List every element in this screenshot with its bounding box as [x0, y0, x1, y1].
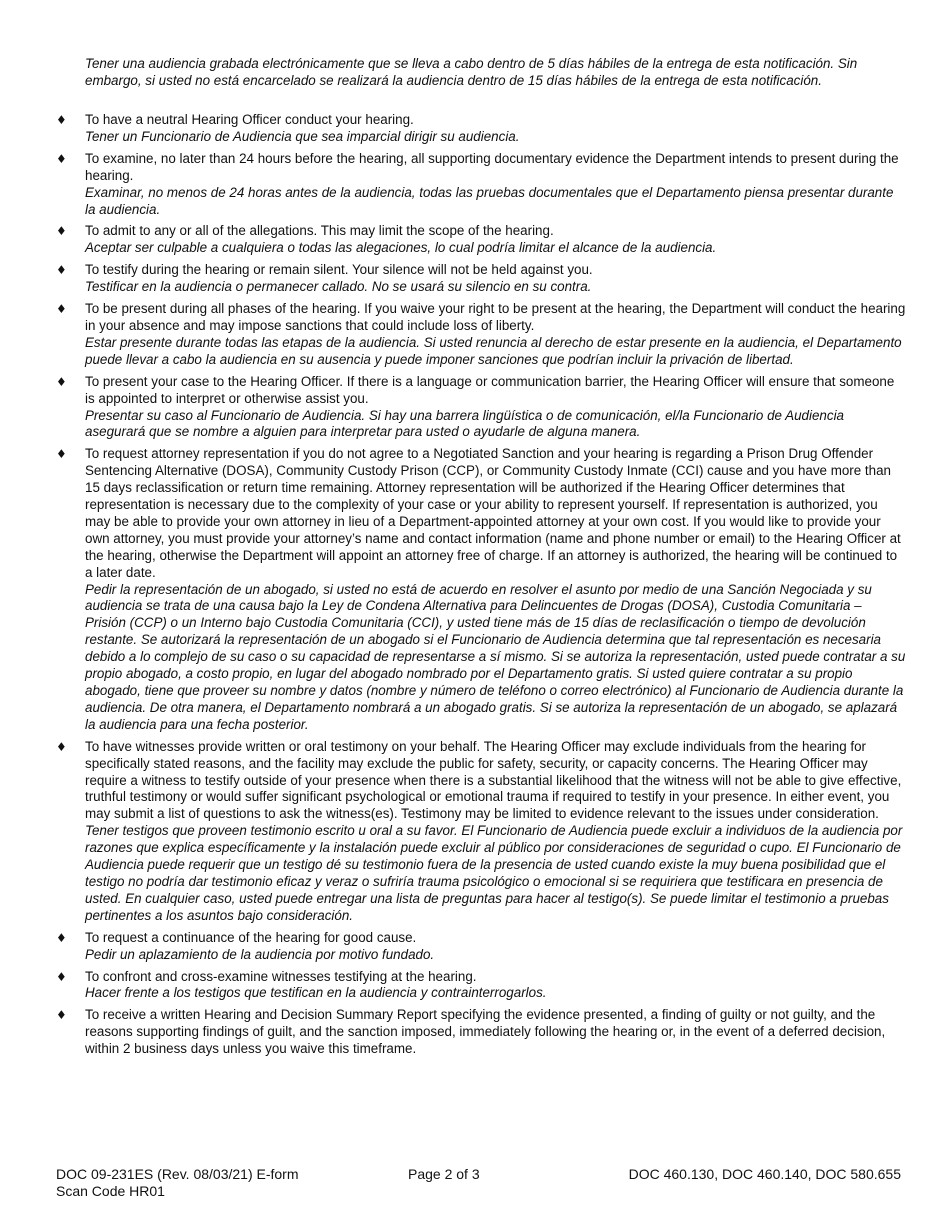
- right-text-spanish: Pedir un aplazamiento de la audiencia por motivo fundado.: [85, 946, 435, 962]
- rights-list: [56, 112, 906, 1063]
- diamond-bullet-icon: ♦: [56, 224, 67, 239]
- right-text-spanish: Testificar en la audiencia o permanecer callado. No se usará su silencio en su contra.: [85, 279, 592, 295]
- footer-form-info: [56, 1166, 299, 1200]
- diamond-bullet-icon: ♦: [56, 113, 67, 127]
- right-text-english: To confront and cross-examine witnesses testifying at the hearing.: [85, 968, 477, 984]
- right-item: [56, 112, 906, 146]
- right-text-english: To testify during the hearing or remain silent. Your silence will not be held against you.: [85, 262, 593, 278]
- page-footer: [56, 1166, 901, 1206]
- right-item: [56, 301, 906, 369]
- form-id: DOC 09-231ES (Rev. 08/03/21) E-form: [56, 1166, 299, 1182]
- right-item: [56, 969, 906, 1003]
- right-text-english: To examine, no later than 24 hours before the hearing, all supporting documentary evidence the Department intends to present during the hearing.: [85, 150, 899, 183]
- right-text-english: To present your case to the Hearing Officer. If there is a language or communication barrier, the Hearing Officer will ensure that someone is appointed to interpret or otherwise assist you.: [85, 373, 895, 406]
- right-item: [56, 374, 906, 442]
- right-text-spanish: Hacer frente a los testigos que testifican en la audiencia y contrainterrogarlos.: [85, 985, 547, 1001]
- right-item: [56, 262, 906, 296]
- right-text-spanish: Examinar, no menos de 24 horas antes de la audiencia, todas las pruebas documentales que el Departamento piensa presentar durante la audiencia.: [85, 184, 894, 217]
- right-item: [56, 151, 906, 219]
- right-item: [56, 739, 906, 925]
- right-text-english: To request attorney representation if you do not agree to a Negotiated Sanction and your hearing is regarding a Prison Drug Offender Sentencing Alternative (DOSA), Community Custody Prison (CCP), or Community Custody Inmate (CCI) cause and you have more than 15 days reclassification or return time remaining. Attorney representation will be authorized if the Hearing Officer determines that representation is necessary due to the complexity of your case or your ability to represent yourself. If representation is authorized, you may be able to provide your own attorney in lieu of a Department-appointed attorney at your own cost. If you would like to provide your own attorney, you must provide your attorney’s name and contact information (name and phone number or email) to the Hearing Officer at the hearing, otherwise the Department will appoint an attorney free of charge. If an attorney is authorized, the hearing will be continued to a later date.: [85, 446, 901, 580]
- right-text-english: To receive a written Hearing and Decision Summary Report specifying the evidence presented, a finding of guilty or not guilty, and the reasons supporting findings of guilt, and the sanction imposed, immediately following the hearing or, in the event of a deferred decision, within 2 business days unless you waive this timeframe.: [85, 1007, 886, 1057]
- right-item: [56, 1007, 906, 1058]
- diamond-bullet-icon: ♦: [56, 1008, 67, 1023]
- scan-code: Scan Code HR01: [56, 1183, 165, 1199]
- right-text-english: To request a continuance of the hearing for good cause.: [85, 929, 417, 945]
- right-text-spanish: Estar presente durante todas las etapas de la audiencia. Si usted renuncia al derecho de estar presente en la audiencia, el Departamento puede llevar a cabo la audiencia en su ausencia y puede imponer sanciones que podrían incluir la privación de libertad.: [85, 334, 902, 367]
- diamond-bullet-icon: ♦: [56, 739, 67, 754]
- diamond-bullet-icon: ♦: [56, 930, 67, 945]
- diamond-bullet-icon: ♦: [56, 374, 67, 389]
- diamond-bullet-icon: ♦: [56, 302, 67, 317]
- right-text-spanish: Tener un Funcionario de Audiencia que sea imparcial dirigir su audiencia.: [85, 128, 520, 144]
- diamond-bullet-icon: ♦: [56, 151, 67, 166]
- right-text-spanish: Tener testigos que proveen testimonio escrito u oral a su favor. El Funcionario de Audiencia puede excluir a individuos de la audiencia por razones que explica específicamente y la instalación puede excluir al público por consideraciones de seguridad o cupo. El Funcionario de Audiencia puede requerir que un testigo dé su testimonio fuera de la presencia de usted cuando existe la muy buena posibilidad que el testigo no podría dar testimonio eficaz y veraz o sufriría trauma psicológico o emocional si se requiriera que testificara en presencia de usted. En cualquier caso, usted puede entregar una lista de preguntas para hacer al testigo(s). Se puede limitar el testimonio a pruebas pertinentes a los asuntos bajo consideración.: [85, 823, 903, 923]
- right-text-spanish: Aceptar ser culpable a cualquiera o todas las alegaciones, lo cual podría limitar el alcance de la audiencia.: [85, 240, 717, 256]
- right-text-spanish: Presentar su caso al Funcionario de Audiencia. Si hay una barrera lingüística o de comunicación, el/la Funcionario de Audiencia asegurará que se nombre a alguien para interpretar para usted o ayudarle de alguna manera.: [85, 407, 844, 440]
- right-text-english: To have witnesses provide written or oral testimony on your behalf. The Hearing Officer may exclude individuals from the hearing for specifically stated reasons, and the facility may exclude the public for safety, security, or capacity concerns. The Hearing Officer may require a witness to testify outside of your presence when there is a substantial likelihood that the witness will not be able to give effective, truthful testimony or would suffer significant psychological or emotional trauma if required to testify in your presence. In either event, you may submit a list of questions to ask the witness(es). Testimony may be limited to evidence relevant to the issues under consideration.: [85, 738, 902, 822]
- right-text-english: To admit to any or all of the allegations. This may limit the scope of the hearing.: [85, 223, 554, 239]
- diamond-bullet-icon: ♦: [56, 447, 67, 462]
- right-text-english: To have a neutral Hearing Officer conduct your hearing.: [85, 112, 414, 127]
- footer-references: DOC 460.130, DOC 460.140, DOC 580.655: [628, 1166, 901, 1182]
- right-item: [56, 446, 906, 733]
- intro-paragraph-spanish: Tener una audiencia grabada electrónicamente que se lleva a cabo dentro de 5 días hábiles de la entrega de esta notificación. Sin embargo, si usted no está encarcelado se realizará la audiencia dentro de 15 días hábiles de la entrega de esta notificación.: [85, 56, 858, 88]
- diamond-bullet-icon: ♦: [56, 263, 67, 278]
- right-item: [56, 223, 906, 257]
- right-item: [56, 930, 906, 964]
- right-text-spanish: Pedir la representación de un abogado, si usted no está de acuerdo en resolver el asunto por medio de una Sanción Negociada y su audiencia se trata de una causa bajo la Ley de Condena Alternativa para Delincuentes de Drogas (DOSA), Custodia Comunitaria – Prisión (CCP) o un Interno bajo Custodia Comunitaria (CCI), y usted tiene más de 15 días de reclasificación o tiempo de devolución restante. Se autorizará la representación de un abogado si el Funcionario de Audiencia determina que tal representación es necesaria debido a lo complejo de su caso o su capacidad de representarse a sí mismo. Si se autoriza la representación, usted puede contratar a su propio abogado, a costo propio, en lugar del abogado nombrado por el Departamento gratis. Si usted quiere contratar a su propio abogado, tiene que proveer su nombre y datos (nombre y número de teléfono o correo electrónico) al Funcionario de Audiencia durante la audiencia. De otra manera, el Departamento nombrará a un abogado gratis. Si se autoriza la representación de un abogado, se aplazará la audiencia para una fecha posterior.: [85, 581, 906, 732]
- right-text-english: To be present during all phases of the hearing. If you waive your right to be present at the hearing, the Department will conduct the hearing in your absence and may impose sanctions that could include loss of liberty.: [85, 301, 906, 333]
- diamond-bullet-icon: ♦: [56, 969, 67, 984]
- page-number: Page 2 of 3: [408, 1166, 480, 1182]
